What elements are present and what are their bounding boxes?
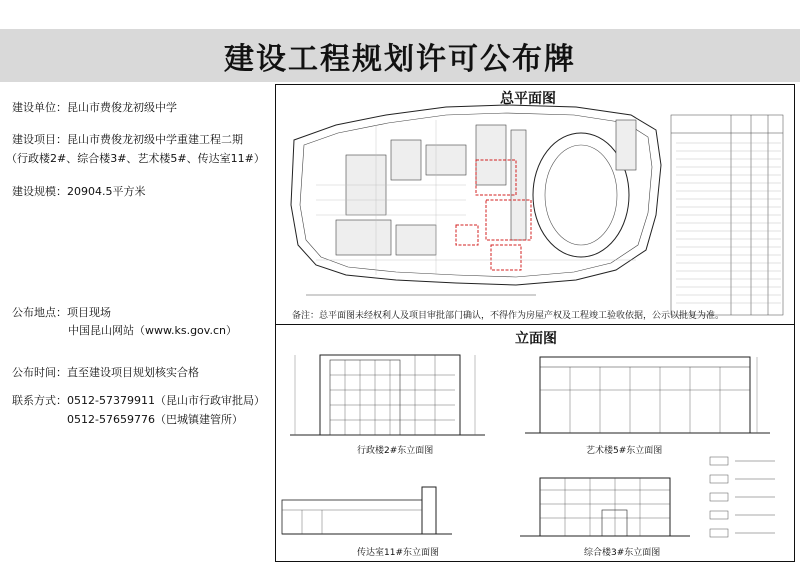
sports-track [533,133,629,257]
publish-time [12,366,199,379]
publish-time-value: 直至建设项目规划核实合格 [67,366,199,379]
art-elevation-caption: 艺术楼5#东立面图 [586,446,663,456]
contact-value-1: 0512-57379911（昆山市行政审批局） [67,394,265,407]
construction-unit-value: 昆山市费俊龙初级中学 [67,101,177,114]
publish-location-value-1: 项目现场 [67,306,111,319]
elevation-legend [705,455,785,555]
construction-scale-value: 20904.5平方米 [67,185,146,198]
sports-track-inner [545,145,617,245]
construction-unit-label: 建设单位： [12,101,67,114]
publish-location-label: 公布地点： [12,306,67,319]
construction-project-label: 建设项目： [12,133,67,146]
complex-elevation-drawing [520,470,690,542]
art-elevation-drawing [525,345,770,445]
complex-elevation-caption: 综合楼3#东立面图 [584,548,661,558]
site-plan-note: 备注：总平面图未经权利人及项目审批部门确认，不得作为房屋产权及工程竣工验收依据，公示以批复为准。 [292,311,725,321]
page-title: 建设工程规划许可公布牌 [224,41,576,77]
guard-elevation-drawing [282,482,452,542]
admin-elevation-drawing [290,345,485,445]
publish-time-label: 公布时间： [12,366,67,379]
guard-elevation-caption: 传达室11#东立面图 [357,548,439,558]
publish-location-value-2: 中国昆山网站（www.ks.gov.cn） [68,324,237,337]
construction-scale [12,185,146,198]
contact-value-2: 0512-57659776（巴城镇建管所） [67,413,243,426]
construction-scale-label: 建设规模： [12,185,67,198]
panel-divider [275,324,795,325]
construction-project-detail: （行政楼2#、综合楼3#、艺术楼5#、传达室11#） [6,152,265,165]
admin-elevation-caption: 行政楼2#东立面图 [357,446,434,456]
construction-project-value: 昆山市费俊龙初级中学重建工程二期 [67,133,243,146]
publish-location [12,306,111,319]
contact-label: 联系方式： [12,394,67,407]
site-plan-drawing [276,85,794,323]
construction-unit [12,101,177,114]
contact [12,394,265,407]
elevation-title: 立面图 [515,331,557,347]
construction-project [12,133,243,146]
site-plan-title: 总平面图 [500,91,556,107]
title-bar [0,29,800,82]
